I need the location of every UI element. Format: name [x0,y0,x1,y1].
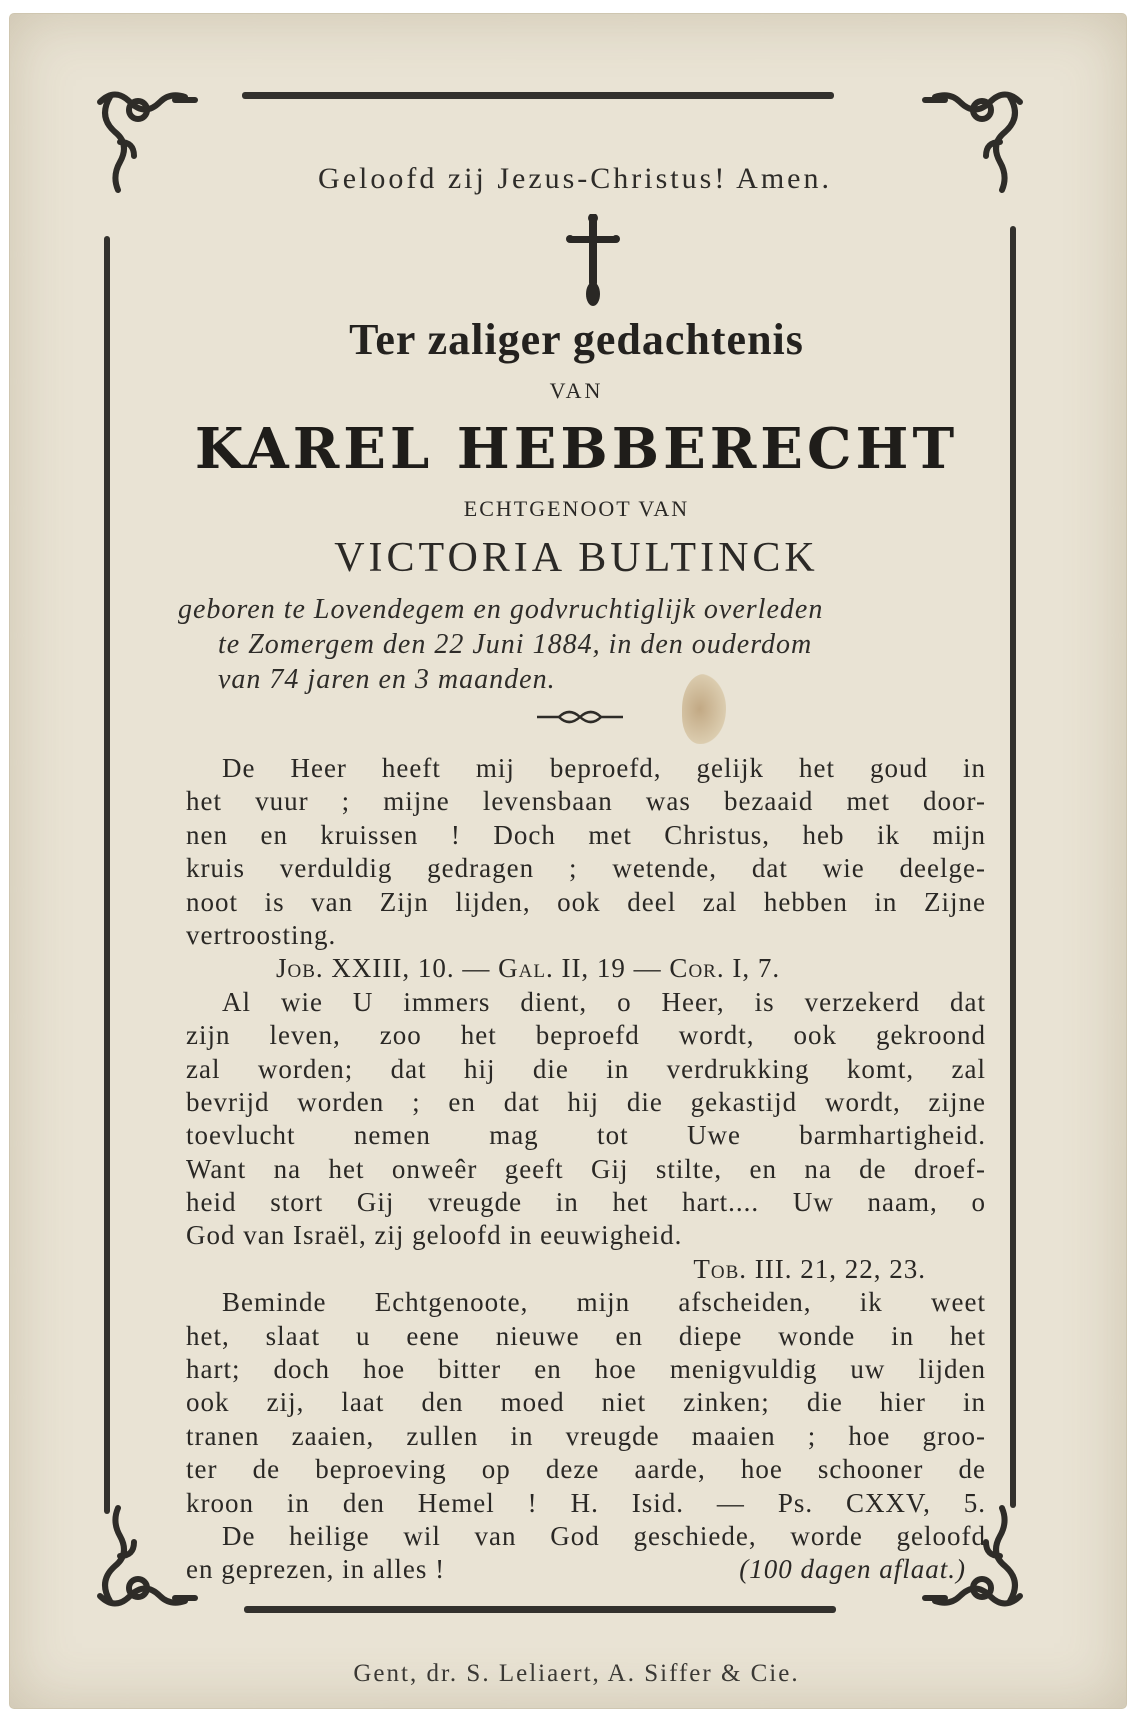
memorial-card [10,14,1126,1708]
verse-line: hart; doch hoe bitter en hoe menigvuldig uw lijden [186,1354,986,1385]
verse-line: zijn leven, zoo het beproefd wordt, ook gekroond [186,1020,986,1051]
verse-line: zal worden; dat hij die in verdrukking komt, zal [186,1053,986,1084]
spouse-label: ECHTGENOOT VAN [463,496,690,521]
verse-line: nen en kruissen ! Doch met Christus, heb ik mijn [186,819,986,850]
scripture-reference: Tob. III. 21, 22, 23. [693,1253,926,1284]
verse-line: vertroosting. [186,919,337,950]
birth-line: te Zomergem den 22 Juni 1884, in den ouderdom [218,629,813,660]
divider-ornament [535,706,625,728]
deceased-name: KAREL HEBBERECHT [194,416,959,482]
verse-text [186,752,986,1587]
cross-icon [566,214,620,308]
verse-line: Al wie U immers dient, o Heer, is verzekerd dat [222,986,986,1017]
printer-credit: Gent, dr. S. Leliaert, A. Siffer & Cie. [353,1660,800,1687]
verse-line: toevlucht nemen mag tot Uwe barmhartigheid. [186,1120,986,1151]
spouse-name: VICTORIA BULTINCK [334,535,819,581]
header-invocation: Geloofd zij Jezus-Christus! Amen. [318,162,832,195]
verse-line: noot is van Zijn lijden, ook deel zal hebben in Zijne [186,886,986,917]
van-label: VAN [549,378,604,403]
scripture-reference: Job. XXIII, 10. — Gal. II, 19 — Cor. I, 7. [276,953,781,984]
verse-line: God van Israël, zij geloofd in eeuwigheid. [186,1220,683,1251]
verse-line: kroon in den Hemel ! H. Isid. — Ps. CXXV, 5. [186,1487,986,1518]
verse-line: De heilige wil van God geschiede, worde geloofd [222,1520,986,1551]
verse-line: Beminde Echtgenoote, mijn afscheiden, ik weet [222,1287,986,1318]
birth-line: van 74 jaren en 3 maanden. [218,664,556,695]
verse-line: ook zij, laat den moed niet zinken; die hier in [186,1387,986,1418]
birth-death-details [178,592,998,697]
verse-line: en geprezen, in alles ! [186,1554,446,1585]
verse-line: ter de beproeving op deze aarde, hoe schooner de [186,1454,986,1485]
frame-bottom-rule [244,1606,836,1613]
verse-line: het vuur ; mijne levensbaan was bezaaid met door- [186,786,986,817]
verse-line: kruis verduldig gedragen ; wetende, dat wie deelge- [186,853,986,884]
paper-stain [682,674,726,744]
verse-line: bevrijd worden ; en dat hij die gekastijd wordt, zijne [186,1086,986,1117]
memorial-title: Ter zaliger gedachtenis [349,315,804,364]
birth-line: geboren te Lovendegem en godvruchtiglijk overleden [178,594,824,625]
verse-line: De Heer heeft mij beproefd, gelijk het goud in [222,753,986,783]
verse-line: het, slaat u eene nieuwe en diepe wonde in het [186,1320,986,1351]
corner-ornament-top-left [80,72,230,222]
verse-last-line-row [186,1553,986,1586]
verse-line: heid stort Gij vreugde in het hart.... Uw naam, o [186,1187,986,1218]
corner-ornament-top-right [890,72,1040,222]
frame-top-rule [242,92,834,99]
verse-line: tranen zaaien, zullen in vreugde maaien ; hoe groo- [186,1420,986,1451]
verse-line: Want na het onweêr geeft Gij stilte, en na de droef- [186,1153,986,1184]
indulgence-note: (100 dagen aflaat.) [739,1554,966,1585]
